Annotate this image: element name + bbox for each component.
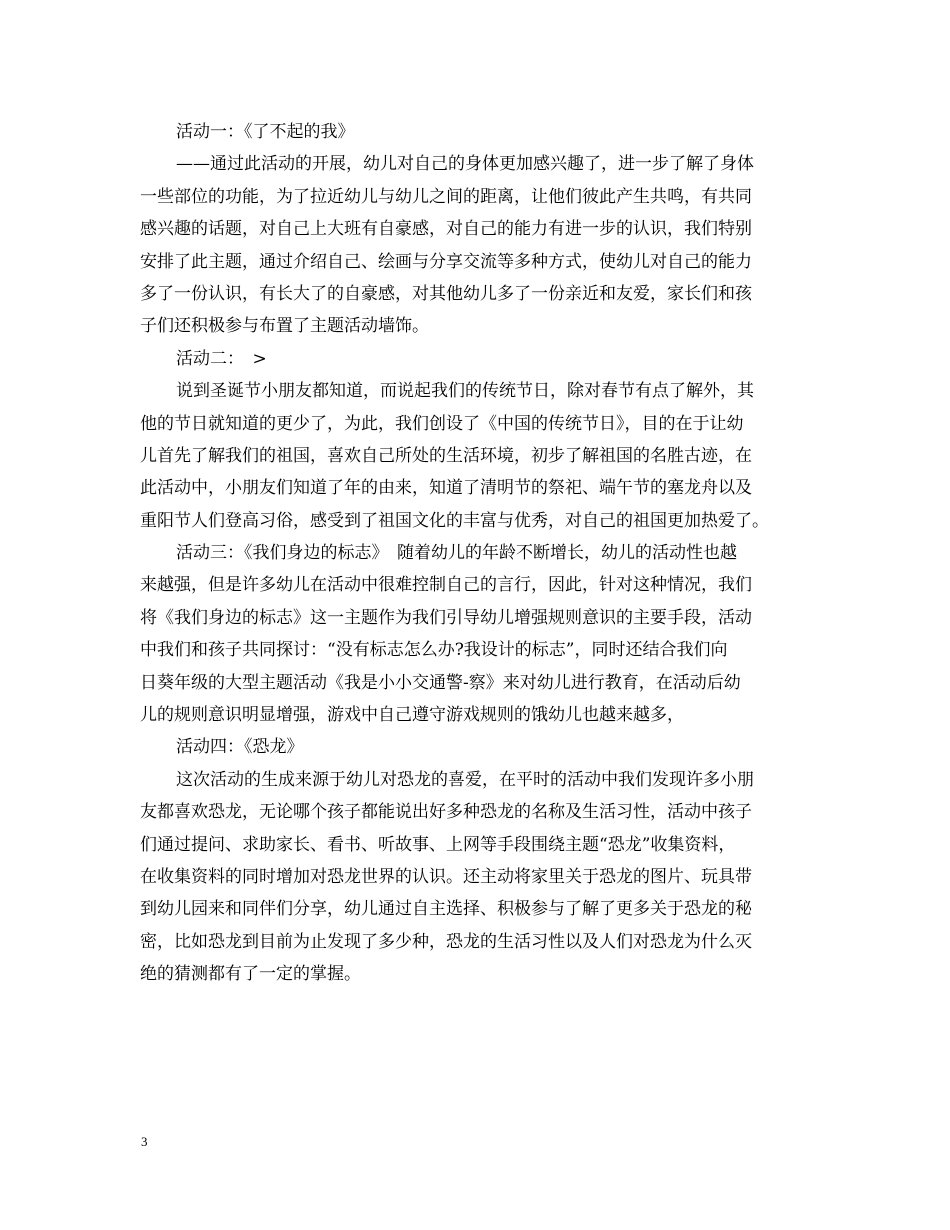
text-line: 将《我们身边的标志》这一主题作为我们引导幼儿增强规则意识的主要手段，活动 (140, 607, 752, 628)
text-line: 说到圣诞节小朋友都知道，而说起我们的传统节日，除对春节有点了解外，其 (176, 381, 754, 402)
text-line: 活动三：《我们身边的标志》 随着幼儿的年龄不断增长，幼儿的活动性也越 (176, 543, 737, 564)
text-line: ——通过此活动的开展，幼儿对自己的身体更加感兴趣了，进一步了解了身体 (176, 154, 754, 175)
text-line: 中我们和孩子共同探讨：“没有标志怎么办?我设计的标志”，同时还结合我们向 (140, 640, 728, 661)
text-line: 活动四：《恐龙》 (176, 737, 304, 758)
text-line: 此活动中，小朋友们知道了年的由来，知道了清明节的祭祀、端午节的塞龙舟以及 (140, 478, 752, 499)
text-line: 们通过提问、求助家长、看书、听故事、上网等手段围绕主题“恐龙”收集资料， (140, 834, 736, 855)
document-body (140, 116, 820, 991)
text-line: 子们还积极参与布置了主题活动墙饰。 (140, 316, 429, 337)
text-line: 儿的规则意识明显增强，游戏中自己遵守游戏规则的饿幼儿也越来越多， (140, 705, 684, 726)
text-line: 多了一份认识，有长大了的自豪感，对其他幼儿多了一份亲近和友爱，家长们和孩 (140, 283, 752, 304)
text-line: 日葵年级的大型主题活动《我是小小交通警-察》来对幼儿进行教育，在活动后幼 (140, 672, 741, 693)
text-line: 友都喜欢恐龙，无论哪个孩子都能说出好多种恐龙的名称及生活习性，活动中孩子 (140, 802, 752, 823)
text-line: 一些部位的功能，为了拉近幼儿与幼儿之间的距离，让他们彼此产生共鸣，有共同 (140, 186, 752, 207)
text-line: 在收集资料的同时增加对恐龙世界的认识。还主动将家里关于恐龙的图片、玩具带 (140, 866, 752, 887)
text-line: 到幼儿园来和同伴们分享，幼儿通过自主选择、积极参与了解了更多关于恐龙的秘 (140, 899, 752, 920)
text-line: 活动二： > (176, 348, 267, 369)
text-line: 密，比如恐龙到目前为止发现了多少种，恐龙的生活习性以及人们对恐龙为什么灭 (140, 931, 752, 952)
text-line: 重阳节人们登高习俗，感受到了祖国文化的丰富与优秀，对自己的祖国更加热爱了。 (140, 510, 769, 531)
text-line: 这次活动的生成来源于幼儿对恐龙的喜爱，在平时的活动中我们发现许多小朋 (176, 769, 754, 790)
text-line: 儿首先了解我们的祖国，喜欢自己所处的生活环境，初步了解祖国的名胜古迹，在 (140, 445, 752, 466)
text-line: 活动一：《了不起的我》 (176, 122, 355, 142)
text-line: 感兴趣的话题，对自己上大班有自豪感，对自己的能力有进一步的认识，我们特别 (140, 219, 752, 240)
text-line: 安排了此主题，通过介绍自己、绘画与分享交流等多种方式，使幼儿对自己的能力 (140, 251, 752, 272)
page-number: 3 (141, 1134, 148, 1149)
text-line: 来越强，但是许多幼儿在活动中很难控制自己的言行，因此，针对这种情况，我们 (140, 575, 752, 596)
text-line: 绝的猜测都有了一定的掌握。 (140, 964, 361, 985)
text-line: 他的节日就知道的更少了，为此，我们创设了《中国的传统节日》，目的在于让幼 (140, 413, 744, 434)
